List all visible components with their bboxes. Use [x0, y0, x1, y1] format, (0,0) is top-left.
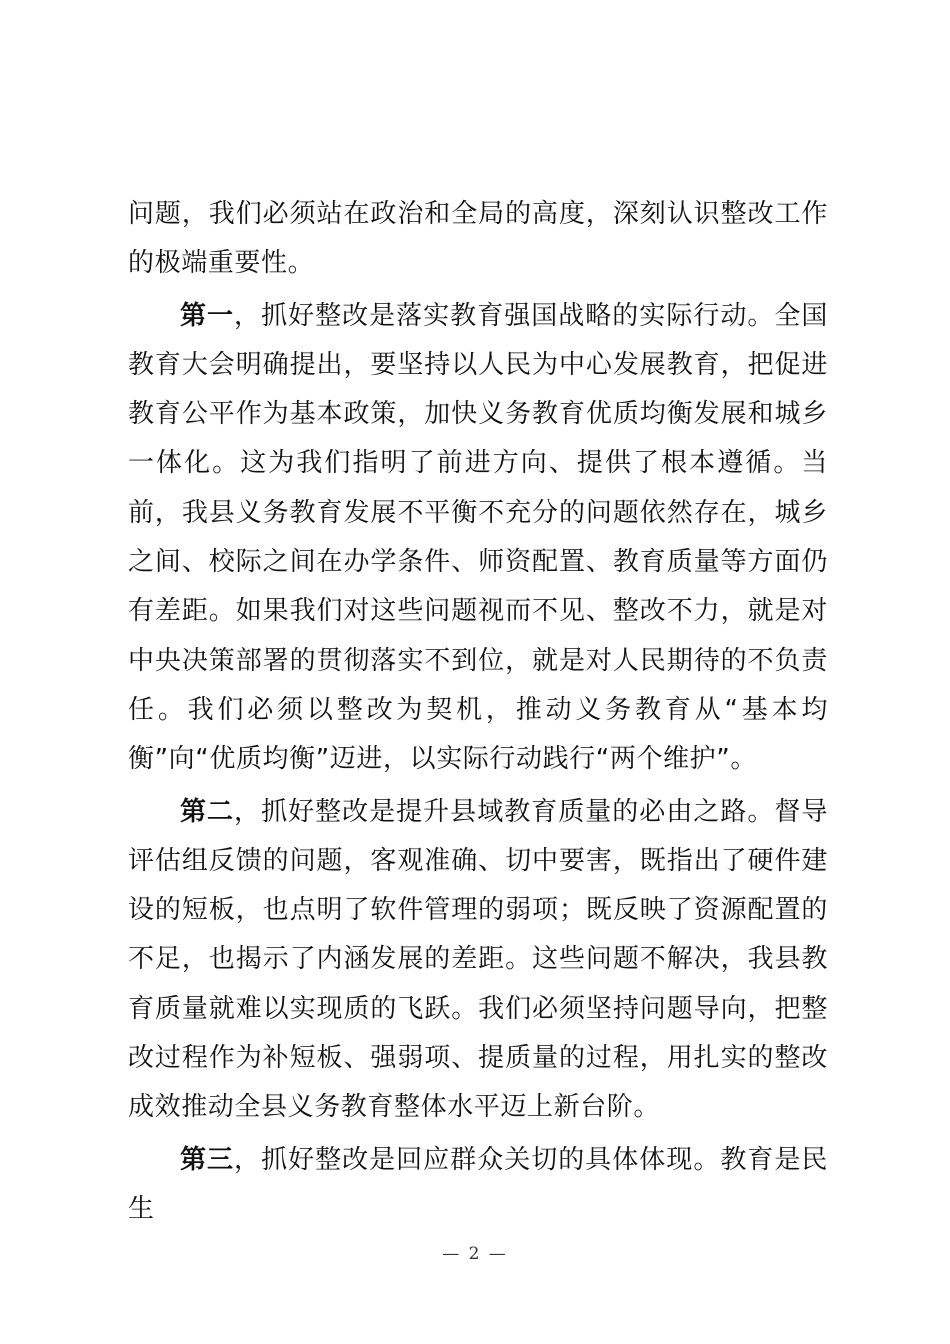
paragraph-text: 问题，我们必须站在政治和全局的高度，深刻认识整改工作的极端重要性。 [128, 199, 828, 279]
paragraph-continuation [128, 190, 828, 289]
paragraph-second [128, 788, 828, 1133]
page-number: — 2 — [442, 1244, 508, 1264]
paragraph-text: ，抓好整改是落实教育强国战略的实际行动。全国教育大会明确提出，要坚持以人民为中心发展教育，把促进教育公平作为基本政策，加快义务教育优质均衡发展和城乡一体化。这为我们指明了前进方向、提供了根本遵循。当前，我县义务教育发展不平衡不充分的问题依然存在，城乡之间、校际之间在办学条件、师资配置、教育质量等方面仍有差距。如果我们对这些问题视而不见、整改不力，就是对中央决策部署的贯彻落实不到位，就是对人民期待的不负责任。我们必须以整改为契机，推动义务教育从“基本均衡”向“优质均衡”迈进，以实际行动践行“两个维护”。 [128, 300, 829, 775]
paragraph-text: ，抓好整改是回应群众关切的具体体现。教育是民生 [128, 1144, 829, 1224]
paragraph-first [128, 292, 828, 785]
paragraph-third [128, 1136, 828, 1235]
paragraph-lead: 第一 [180, 300, 235, 331]
paragraph-lead: 第二 [180, 796, 235, 827]
document-body [128, 190, 828, 1234]
paragraph-lead: 第三 [180, 1144, 235, 1175]
paragraph-text: ，抓好整改是提升县域教育质量的必由之路。督导评估组反馈的问题，客观准确、切中要害，既指出了硬件建设的短板，也点明了软件管理的弱项；既反映了资源配置的不足，也揭示了内涵发展的差距。这些问题不解决，我县教育质量就难以实现质的飞跃。我们必须坚持问题导向，把整改过程作为补短板、强弱项、提质量的过程，用扎实的整改成效推动全县义务教育整体水平迈上新台阶。 [128, 796, 829, 1123]
